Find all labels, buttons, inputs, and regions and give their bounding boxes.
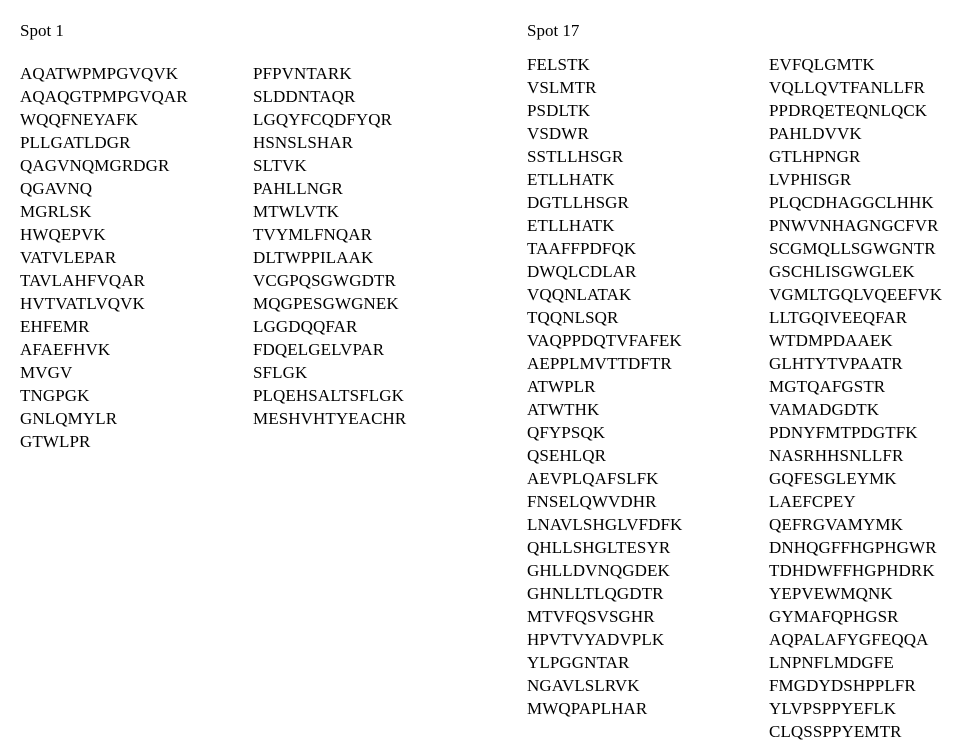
spot-1-title: Spot 1 [20, 21, 64, 40]
peptide-sequence: ATWPLR [527, 377, 596, 396]
peptide-sequence: GHNLLTLQGDTR [527, 584, 664, 603]
peptide-sequence: CLQSSPPYEMTR [769, 722, 902, 741]
spot-1-column-2 [253, 62, 406, 430]
peptide-sequence: MVGV [20, 363, 73, 382]
peptide-sequence: ATWTHK [527, 400, 600, 419]
peptide-sequence: NGAVLSLRVK [527, 676, 640, 695]
peptide-sequence: HSNSLSHAR [253, 133, 354, 152]
peptide-sequence: PAHLDVVK [769, 124, 862, 143]
peptide-sequence: FELSTK [527, 55, 590, 74]
spot-1-column-1 [20, 62, 188, 453]
peptide-sequence: SSTLLHSGR [527, 147, 624, 166]
peptide-sequence: QFYPSQK [527, 423, 606, 442]
peptide-sequence: PFPVNTARK [253, 64, 352, 83]
peptide-sequence: LNAVLSHGLVFDFK [527, 515, 683, 534]
peptide-sequence: VAMADGDTK [769, 400, 880, 419]
peptide-sequence: QHLLSHGLTESYR [527, 538, 671, 557]
peptide-sequence: TDHDWFFHGPHDRK [769, 561, 935, 580]
peptide-sequence: TVYMLFNQAR [253, 225, 373, 244]
peptide-sequence: PLQEHSALTSFLGK [253, 386, 404, 405]
peptide-sequence: GTWLPR [20, 432, 91, 451]
peptide-sequence: AQPALAFYGFEQQA [769, 630, 929, 649]
peptide-sequence: LLTGQIVEEQFAR [769, 308, 908, 327]
peptide-sequence: VATVLEPAR [20, 248, 117, 267]
peptide-sequence: AQATWPMPGVQVK [20, 64, 179, 83]
peptide-sequence: GSCHLISGWGLEK [769, 262, 915, 281]
spot-17-title: Spot 17 [527, 21, 580, 40]
peptide-sequence: FNSELQWVDHR [527, 492, 657, 511]
peptide-sequence: MWQPAPLHAR [527, 699, 648, 718]
peptide-sequence: LNPNFLMDGFE [769, 653, 894, 672]
peptide-sequence: LGQYFCQDFYQR [253, 110, 393, 129]
peptide-sequence: QAGVNQMGRDGR [20, 156, 170, 175]
peptide-sequence: MGTQAFGSTR [769, 377, 886, 396]
peptide-sequence: VGMLTGQLVQEEFVK [769, 285, 943, 304]
peptide-sequence: PSDLTK [527, 101, 591, 120]
peptide-sequence: GNLQMYLR [20, 409, 118, 428]
peptide-sequence: QEFRGVAMYMK [769, 515, 903, 534]
peptide-sequence: AEPPLMVTTDFTR [527, 354, 672, 373]
peptide-sequence: ETLLHATK [527, 216, 615, 235]
peptide-sequence: YEPVEWMQNK [769, 584, 893, 603]
peptide-sequence: VCGPQSGWGDTR [253, 271, 396, 290]
peptide-sequence: VAQPPDQTVFAFEK [527, 331, 682, 350]
peptide-sequence: TNGPGK [20, 386, 90, 405]
peptide-sequence: DNHQGFFHGPHGWR [769, 538, 937, 557]
peptide-sequence: NASRHHSNLLFR [769, 446, 904, 465]
peptide-sequence: QSEHLQR [527, 446, 607, 465]
peptide-sequence: MGRLSK [20, 202, 92, 221]
peptide-sequence: PDNYFMTPDGTFK [769, 423, 918, 442]
peptide-sequence: VQLLQVTFANLLFR [769, 78, 925, 97]
peptide-sequence: AEVPLQAFSLFK [527, 469, 659, 488]
spot-17-column-1 [527, 53, 682, 720]
peptide-sequence: GYMAFQPHGSR [769, 607, 899, 626]
peptide-sequence: TAVLAHFVQAR [20, 271, 146, 290]
peptide-sequence: QGAVNQ [20, 179, 93, 198]
peptide-sequence: GTLHPNGR [769, 147, 861, 166]
spot-17-column-2 [769, 53, 942, 743]
peptide-sequence: MQGPESGWGNEK [253, 294, 399, 313]
peptide-sequence: GHLLDVNQGDEK [527, 561, 670, 580]
peptide-sequence: PPDRQETEQNLQCK [769, 101, 928, 120]
peptide-sequence: SLDDNTAQR [253, 87, 356, 106]
peptide-sequence: ETLLHATK [527, 170, 615, 189]
peptide-sequence: TQQNLSQR [527, 308, 619, 327]
peptide-sequence: VQQNLATAK [527, 285, 632, 304]
peptide-sequence: EVFQLGMTK [769, 55, 875, 74]
peptide-sequence: GQFESGLEYMK [769, 469, 897, 488]
peptide-sequence: PAHLLNGR [253, 179, 343, 198]
peptide-sequence: HPVTVYADVPLK [527, 630, 665, 649]
peptide-sequence: FMGDYDSHPPLFR [769, 676, 916, 695]
peptide-sequence: WQQFNEYAFK [20, 110, 139, 129]
peptide-sequence: EHFEMR [20, 317, 90, 336]
peptide-sequence: HWQEPVK [20, 225, 106, 244]
peptide-sequence: PNWVNHAGNGCFVR [769, 216, 939, 235]
peptide-sequence: MTWLVTK [253, 202, 340, 221]
peptide-sequence: TAAFFPDFQK [527, 239, 637, 258]
peptide-sequence: AQAQGTPMPGVQAR [20, 87, 188, 106]
peptide-sequence: PLQCDHAGGCLHHK [769, 193, 934, 212]
peptide-sequence: YLVPSPPYEFLK [769, 699, 897, 718]
peptide-sequence: YLPGGNTAR [527, 653, 630, 672]
peptide-sequence: DLTWPPILAAK [253, 248, 374, 267]
peptide-sequence: SFLGK [253, 363, 308, 382]
peptide-sequence: WTDMPDAAEK [769, 331, 893, 350]
peptide-sequence: VSDWR [527, 124, 589, 143]
peptide-sequence: MESHVHTYEACHR [253, 409, 407, 428]
peptide-sequence: LVPHISGR [769, 170, 852, 189]
peptide-sequence: LGGDQQFAR [253, 317, 358, 336]
peptide-sequence: HVTVATLVQVK [20, 294, 145, 313]
peptide-sequence: AFAEFHVK [20, 340, 111, 359]
peptide-sequence: MTVFQSVSGHR [527, 607, 655, 626]
peptide-sequence: SLTVK [253, 156, 307, 175]
peptide-sequence: FDQELGELVPAR [253, 340, 385, 359]
peptide-sequence: DGTLLHSGR [527, 193, 629, 212]
peptide-sequence: SCGMQLLSGWGNTR [769, 239, 936, 258]
peptide-sequence: PLLGATLDGR [20, 133, 131, 152]
peptide-sequence: DWQLCDLAR [527, 262, 637, 281]
peptide-sequence: LAEFCPEY [769, 492, 856, 511]
peptide-sequence: VSLMTR [527, 78, 597, 97]
peptide-sequence: GLHTYTVPAATR [769, 354, 903, 373]
